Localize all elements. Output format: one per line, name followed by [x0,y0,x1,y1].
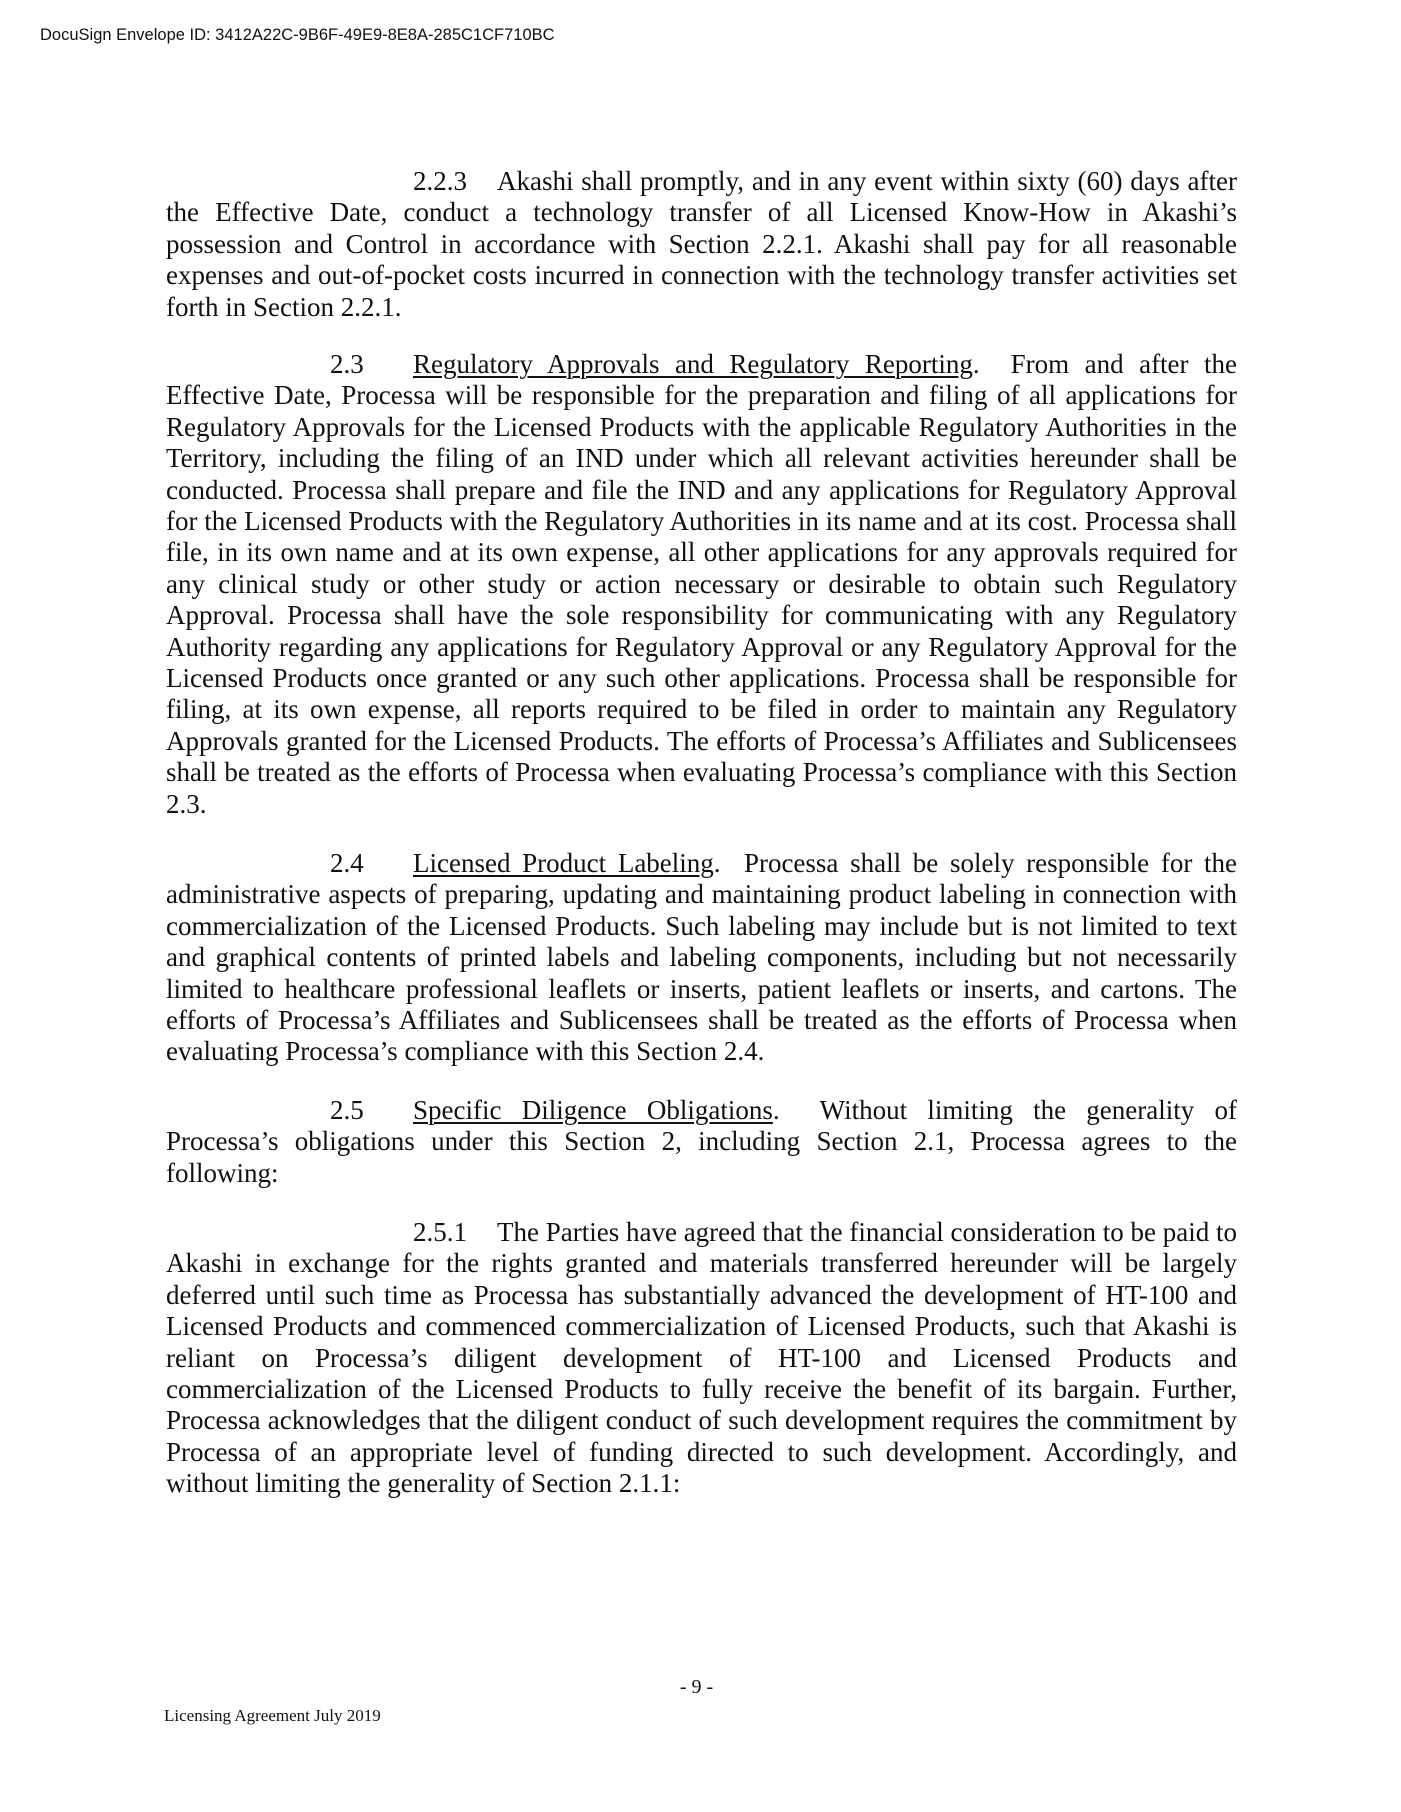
section-number: 2.5 [330,1095,364,1125]
section-number: 2.3 [330,349,364,379]
section-2-5-1 [166,1217,1237,1500]
section-text: Akashi shall promptly, and in any event within sixty (60) days after the Effective Date, conduct a technology transfer of all Licensed Know-How in Akashi’s possession and Control in accordance with Section 2.2.1. Akashi shall pay for all reasonable expenses and out-of-pocket costs incurred in connection with the technology transfer activities set forth in Section 2.2.1. [166,166,1237,322]
section-title: Specific Diligence Obligations [413,1095,773,1125]
section-text: The Parties have agreed that the financial consideration to be paid to Akashi in exchange for the rights granted and materials transferred hereunder will be largely deferred until such time as Processa has substantially advanced the development of HT-100 and Licensed Products and commenced commercialization of Licensed Products, such that Akashi is reliant on Processa’s diligent development of HT-100 and Licensed Products and commercialization of the Licensed Products to fully receive the benefit of its bargain. Further, Processa acknowledges that the diligent conduct of such development requires the commitment by Processa of an appropriate level of funding directed to such development. Accordingly, and without limiting the generality of Section 2.1.1: [166,1217,1237,1499]
section-number: 2.4 [330,848,364,878]
section-text: Without limiting the generality of Processa’s obligations under this Section 2, including Section 2.1, Processa agrees to the following: [166,1095,1237,1188]
section-text: Processa shall be solely responsible for the administrative aspects of preparing, updating and maintaining product labeling in connection with commercialization of the Licensed Products. Such labeling may include but is not limited to text and graphical contents of printed labels and labeling components, including but not necessarily limited to healthcare professional leaflets or inserts, patient leaflets or inserts, and cartons. The efforts of Processa’s Affiliates and Sublicensees shall be treated as the efforts of Processa when evaluating Processa’s compliance with this Section 2.4. [166,848,1237,1067]
section-number: 2.2.3 [413,166,467,196]
section-title: Licensed Product Labeling [413,848,714,878]
section-text: From and after the Effective Date, Processa will be responsible for the preparation and filing of all applications for Regulatory Approvals for the Licensed Products with the applicable Regulatory Authorities in the Territory, including the filing of an IND under which all relevant activities hereunder shall be conducted. Processa shall prepare and file the IND and any applications for Regulatory Approval for the Licensed Products with the Regulatory Authorities in its name and at its cost. Processa shall file, in its own name and at its own expense, all other applications for any approvals required for any clinical study or other study or action necessary or desirable to obtain such Regulatory Approval. Processa shall have the sole responsibility for communicating with any Regulatory Authority regarding any applications for Regulatory Approval or any Regulatory Approval for the Licensed Products once granted or any such other applications. Processa shall be responsible for filing, at its own expense, all reports required to be filed in order to maintain any Regulatory Approvals granted for the Licensed Products. The efforts of Processa’s Affiliates and Sublicensees shall be treated as the efforts of Processa when evaluating Processa’s compliance with this Section 2.3. [166,349,1238,819]
page-number-label: - 9 - [679,1676,714,1698]
section-title: Regulatory Approvals and Regulatory Reporting [413,349,973,379]
section-2-3: 2.3 Regulatory Approvals and Regulatory Reporting. From and after the Effective Date, Processa will be responsible for the preparation and filing of all applications for Regulatory Approvals for the Licensed Products with the applicable Regulatory Authorities in the Territory, including the filing of an IND under which all relevant activities hereunder shall be conducted. Processa shall prepare and file the IND and any applications for Regulatory Approval for the Licensed Products with the Regulatory Authorities in its name and at its cost. Processa shall file, in its own name and at its own expense, all other applications for any approvals required for any clinical study or other study or action necessary or desirable to obtain such Regulatory Approval. Processa shall have the sole responsibility for communicating with any Regulatory Authority regarding any applications for Regulatory Approval or any Regulatory Approval for the Licensed Products once granted or any such other applications. Processa shall be responsible for filing, at its own expense, all reports required to be filed in order to maintain any Regulatory Approvals granted for the Licensed Products. The efforts of Processa’s Affiliates and Sublicensees shall be treated as the efforts of Processa when evaluating Processa’s compliance with this Section 2.3. [166,349,1238,819]
page-number [0,1676,1401,1699]
docusign-envelope-id: DocuSign Envelope ID: 3412A22C-9B6F-49E9-8E8A-285C1CF710BC [40,26,555,44]
section-number: 2.5.1 [413,1217,467,1247]
section-2-4: 2.4 Licensed Product Labeling. Processa shall be solely responsible for the administrative aspects of preparing, updating and maintaining product labeling in connection with commercialization of the Licensed Products. Such labeling may include but is not limited to text and graphical contents of printed labels and labeling components, including but not necessarily limited to healthcare professional leaflets or inserts, patient leaflets or inserts, and cartons. The efforts of Processa’s Affiliates and Sublicensees shall be treated as the efforts of Processa when evaluating Processa’s compliance with this Section 2.4. [166,848,1237,1067]
document-footer: Licensing Agreement July 2019 [164,1706,381,1725]
section-2-2-3 [166,166,1237,323]
section-2-5: 2.5 Specific Diligence Obligations. Without limiting the generality of Processa’s obligations under this Section 2, including Section 2.1, Processa agrees to the following: [166,1095,1237,1188]
